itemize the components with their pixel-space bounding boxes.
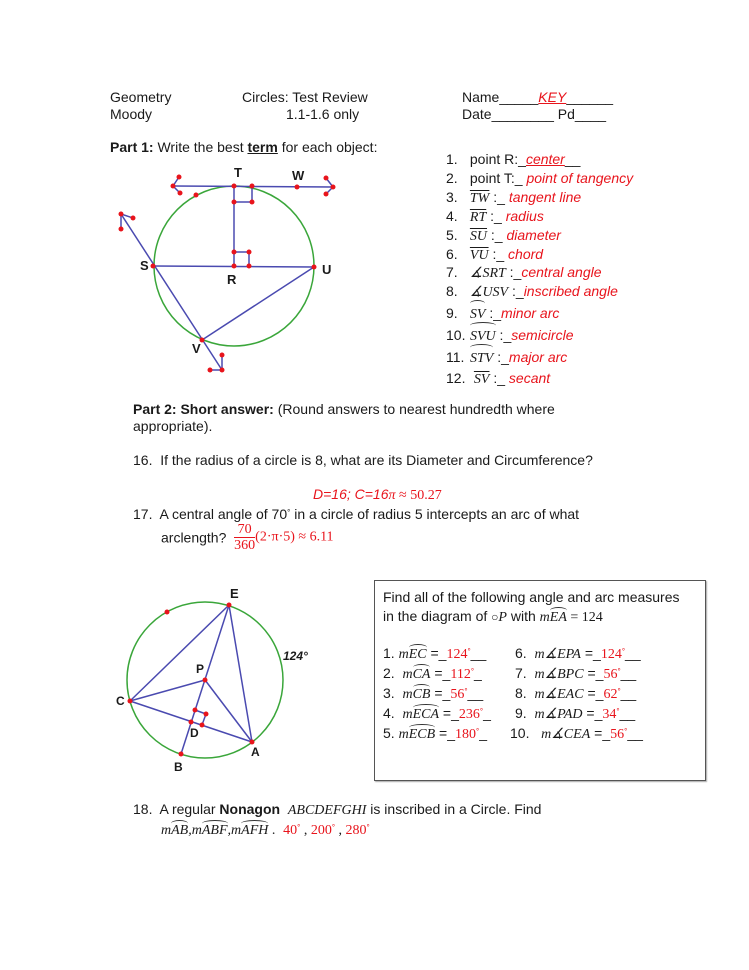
item-trail: __	[564, 151, 581, 167]
item-eq: =_	[580, 645, 601, 661]
item-object: SV	[470, 303, 486, 327]
circle-symbol-icon: ○	[491, 610, 499, 624]
item-answer: 180	[455, 727, 477, 742]
item-answer: point of tangency	[526, 170, 634, 186]
answer-18-line	[161, 821, 370, 839]
subject-label: Geometry	[110, 89, 172, 105]
question-number: 16.	[133, 452, 153, 468]
teacher-label: Moody	[110, 106, 153, 122]
pd-blank: ____	[574, 106, 607, 122]
degree-symbol: °	[287, 508, 291, 517]
item-answer: 124	[600, 647, 622, 662]
item-answer: center	[525, 151, 565, 167]
label-R: R	[227, 272, 237, 287]
item-answer: secant	[508, 370, 551, 386]
item-trail: __	[619, 705, 636, 721]
degree-symbol: °	[616, 707, 620, 716]
given-arc: EA	[549, 610, 567, 625]
item-number: 10.	[446, 327, 466, 343]
item-answer: chord	[508, 246, 544, 262]
degree-symbol: °	[479, 707, 484, 716]
part2-instruction-line2: appropriate).	[133, 418, 213, 434]
box-item-1	[383, 645, 486, 663]
item-number: 3.	[383, 685, 395, 701]
item-answer: 62	[603, 687, 618, 702]
question-18	[133, 801, 541, 819]
item-object: point T:	[469, 170, 515, 186]
item-answer: diameter	[506, 227, 561, 243]
label-A: A	[251, 745, 260, 759]
item-answer: tangent line	[508, 189, 582, 205]
item-answer: central angle	[521, 264, 602, 280]
box-item-10	[510, 725, 643, 743]
list-item	[446, 169, 633, 188]
answer-arclength: (2·π·5) ≈ 6.11	[255, 529, 334, 545]
degree-symbol: °	[617, 687, 621, 696]
box-intro-line2	[383, 608, 603, 626]
item-answer: 34	[602, 707, 617, 722]
box-item-6	[515, 645, 641, 663]
item-trail: __	[625, 645, 641, 661]
name-blank-right: ______	[566, 89, 614, 105]
comma: ,	[300, 823, 311, 838]
item-sep: :_	[487, 227, 507, 243]
item-trail: __	[470, 645, 487, 661]
item-number: 2.	[383, 665, 395, 681]
item-sep: :_	[495, 327, 512, 343]
degree-symbol: °	[331, 823, 336, 832]
answer-afh: 280	[345, 823, 367, 838]
list-item	[446, 345, 633, 367]
item-number: 9.	[446, 305, 458, 321]
item-sep: _	[514, 170, 527, 186]
item-number: 1.	[383, 645, 395, 661]
item-number: 8.	[446, 283, 458, 299]
item-trail: __	[620, 685, 637, 701]
item-sep: :_	[486, 208, 506, 224]
measures-box	[374, 580, 706, 781]
given-value: = 124	[566, 610, 603, 625]
label-U: U	[322, 262, 332, 277]
question-text-line2: arclength?	[161, 529, 227, 546]
box-item-2	[383, 665, 482, 683]
item-eq: =_	[439, 705, 459, 721]
label-T: T	[234, 165, 242, 180]
page-subtitle: 1.1-1.6 only	[286, 106, 360, 122]
degree-symbol: °	[617, 667, 621, 676]
answer-diameter: D=16; C=16	[313, 486, 389, 502]
item-object: $\overline{SV}$	[473, 372, 490, 387]
label-C: C	[116, 694, 125, 708]
item-expr: m∡PAD	[534, 707, 583, 722]
item-arc: ECB	[408, 727, 436, 742]
part1-instruction-pre: Write the best	[157, 139, 248, 155]
box-item-4	[383, 705, 491, 723]
box-item-5	[383, 725, 487, 743]
m-symbol: m	[161, 823, 172, 838]
pd-label: Pd	[557, 106, 575, 122]
date-field	[462, 106, 606, 122]
label-P: P	[196, 662, 205, 676]
date-label: Date	[462, 106, 492, 122]
answer-ab: 40	[283, 823, 298, 838]
answer-abf: 200	[310, 823, 332, 838]
item-answer: radius	[505, 208, 544, 224]
question-16	[133, 452, 593, 468]
answer-circumference: ≈ 50.27	[395, 488, 442, 503]
item-number: 4.	[383, 705, 395, 721]
item-answer: 124	[446, 647, 468, 662]
name-label: Name	[462, 89, 500, 105]
comma: ,	[335, 823, 346, 838]
list-item	[446, 301, 633, 323]
item-number: 5.	[446, 227, 458, 243]
date-blank: ________	[491, 106, 554, 122]
arc-abf: ABF	[201, 823, 228, 838]
item-number: 1.	[446, 151, 458, 167]
degree-symbol: °	[621, 647, 626, 656]
item-sep: :_	[508, 283, 524, 299]
period: .	[268, 823, 276, 838]
item-number: 3.	[446, 189, 458, 205]
label-D: D	[190, 726, 199, 740]
item-number: 4.	[446, 208, 458, 224]
item-arc: CA	[412, 667, 431, 682]
question-text: If the radius of a circle is 8, what are its Diameter and Circumference?	[160, 452, 593, 468]
list-item	[446, 207, 633, 226]
question-17	[133, 506, 579, 522]
item-trail: _	[483, 705, 491, 721]
item-object: $\overline{RT}$	[469, 210, 487, 225]
item-expr: m∡EAC	[534, 687, 584, 702]
question-bold-term: Nonagon	[219, 801, 281, 817]
item-trail: _	[479, 725, 488, 741]
box-intro-line1: Find all of the following angle and arc measures	[383, 589, 680, 605]
item-object: $\overline{SU}$	[469, 229, 488, 244]
item-number: 7.	[515, 665, 527, 681]
label-E: E	[230, 586, 239, 601]
item-trail: __	[467, 685, 484, 701]
given-m: m	[539, 610, 550, 625]
item-number: 8.	[515, 685, 527, 701]
item-sep: _	[518, 151, 526, 167]
list-item	[446, 323, 633, 345]
item-number: 2.	[446, 170, 458, 186]
arc-measure-label: 124°	[283, 649, 308, 663]
item-object: ∡USV	[469, 285, 509, 300]
answer-17-line	[161, 522, 334, 553]
fraction-numerator: 70	[234, 522, 255, 538]
question-text-post: is inscribed in a Circle. Find	[366, 801, 542, 817]
item-number: 6.	[515, 645, 527, 661]
intro-with: with	[506, 608, 540, 624]
part1-instruction-post: for each object:	[277, 139, 378, 155]
item-number: 11.	[446, 349, 465, 365]
item-arc: CB	[412, 687, 431, 702]
item-answer: 112	[450, 667, 471, 682]
item-expr: m∡CEA	[541, 727, 591, 742]
intro-text: in the diagram of	[383, 608, 492, 624]
item-number: 7.	[446, 264, 458, 280]
item-eq: =_	[582, 705, 603, 721]
item-eq: =_	[583, 665, 604, 681]
item-number: 6.	[446, 246, 458, 262]
degree-symbol: °	[464, 687, 468, 696]
name-field	[462, 89, 613, 105]
fraction	[234, 522, 255, 553]
list-item	[446, 281, 633, 301]
label-V: V	[192, 341, 201, 356]
item-eq: =_	[435, 725, 456, 741]
pi-symbol: π	[388, 488, 396, 503]
question-text-pre: A regular	[159, 801, 220, 817]
item-answer: inscribed angle	[523, 283, 618, 299]
item-m: m	[398, 727, 409, 742]
item-answer: 56	[450, 687, 465, 702]
item-eq: =_	[430, 685, 451, 701]
item-expr: m∡BPC	[534, 667, 584, 682]
circle-name: P	[498, 610, 507, 625]
degree-symbol: °	[470, 667, 475, 676]
item-sep: :_	[489, 370, 509, 386]
item-answer: minor arc	[501, 305, 560, 321]
question-number: 18.	[133, 801, 153, 817]
list-item	[446, 150, 633, 169]
item-object: ∡SRT	[469, 266, 506, 281]
item-eq: =_	[426, 645, 447, 661]
degree-symbol: °	[624, 727, 628, 736]
circle-diagram-2	[100, 580, 350, 780]
m-symbol: ,m	[188, 823, 202, 838]
item-arc: EC	[408, 647, 427, 662]
item-answer: semicircle	[511, 327, 574, 343]
item-m: m	[402, 707, 413, 722]
item-number: 12.	[446, 370, 466, 386]
item-expr: m∡EPA	[534, 647, 581, 662]
name-blank-left: _____	[499, 89, 539, 105]
question-number: 17.	[133, 506, 153, 522]
part1-label: Part 1:	[110, 139, 154, 155]
name-value: KEY	[538, 89, 567, 105]
list-item	[446, 226, 633, 245]
box-item-8	[515, 685, 636, 703]
list-item	[446, 264, 633, 281]
item-m: m	[402, 687, 413, 702]
polygon-name: ABCDEFGHI	[287, 803, 367, 818]
question-text-post: in a circle of radius 5 intercepts an arc of what	[290, 506, 580, 522]
part1-answer-list	[446, 150, 633, 389]
item-sep: :_	[488, 246, 509, 262]
part2-heading	[133, 401, 555, 417]
item-sep: :_	[489, 189, 509, 205]
item-object: $\overline{TW}$	[469, 191, 490, 206]
item-sep: :_	[485, 305, 502, 321]
degree-symbol: °	[476, 727, 480, 736]
box-item-3	[383, 685, 483, 703]
answer-16	[313, 486, 442, 504]
label-S: S	[140, 258, 149, 273]
item-answer: 236	[458, 707, 480, 722]
degree-symbol: °	[467, 647, 471, 656]
part2-instruction: (Round answers to nearest hundredth where	[273, 401, 555, 417]
page-title: Circles: Test Review	[242, 89, 368, 105]
item-sep: :_	[505, 264, 522, 280]
box-item-7	[515, 665, 636, 683]
item-eq: =_	[590, 725, 611, 741]
label-W: W	[292, 168, 305, 183]
item-number: 5.	[383, 725, 395, 741]
arc-ab: AB	[171, 823, 189, 838]
item-object: STV	[470, 347, 493, 371]
item-m: m	[402, 667, 413, 682]
part2-label: Part 2: Short answer:	[133, 401, 274, 417]
item-m: m	[398, 647, 409, 662]
item-sep: :_	[493, 349, 509, 365]
list-item	[446, 245, 633, 264]
part1-term: term	[247, 139, 278, 155]
item-trail: __	[620, 665, 637, 681]
degree-symbol: °	[366, 823, 370, 832]
item-object: SVU	[470, 325, 496, 349]
item-object: point R:	[469, 151, 519, 167]
circle-diagram-1	[100, 150, 350, 390]
label-B: B	[174, 760, 183, 774]
item-answer: major arc	[508, 349, 568, 365]
degree-symbol: °	[297, 823, 301, 832]
item-number: 9.	[515, 705, 527, 721]
item-answer: 56	[603, 667, 618, 682]
box-item-9	[515, 705, 635, 723]
item-eq: =_	[430, 665, 451, 681]
item-eq: =_	[583, 685, 604, 701]
fraction-denominator: 360	[234, 538, 256, 553]
list-item	[446, 188, 633, 207]
item-number: 10.	[510, 725, 530, 741]
item-trail: __	[627, 725, 643, 741]
question-text: A central angle of 70	[159, 506, 288, 522]
arc-afh: AFH	[241, 823, 269, 838]
item-object: $\overline{VU}$	[469, 248, 489, 263]
item-trail: _	[474, 665, 482, 681]
m-symbol: ,m	[227, 823, 242, 838]
item-answer: 56	[610, 727, 625, 742]
item-arc: ECA	[412, 707, 440, 722]
